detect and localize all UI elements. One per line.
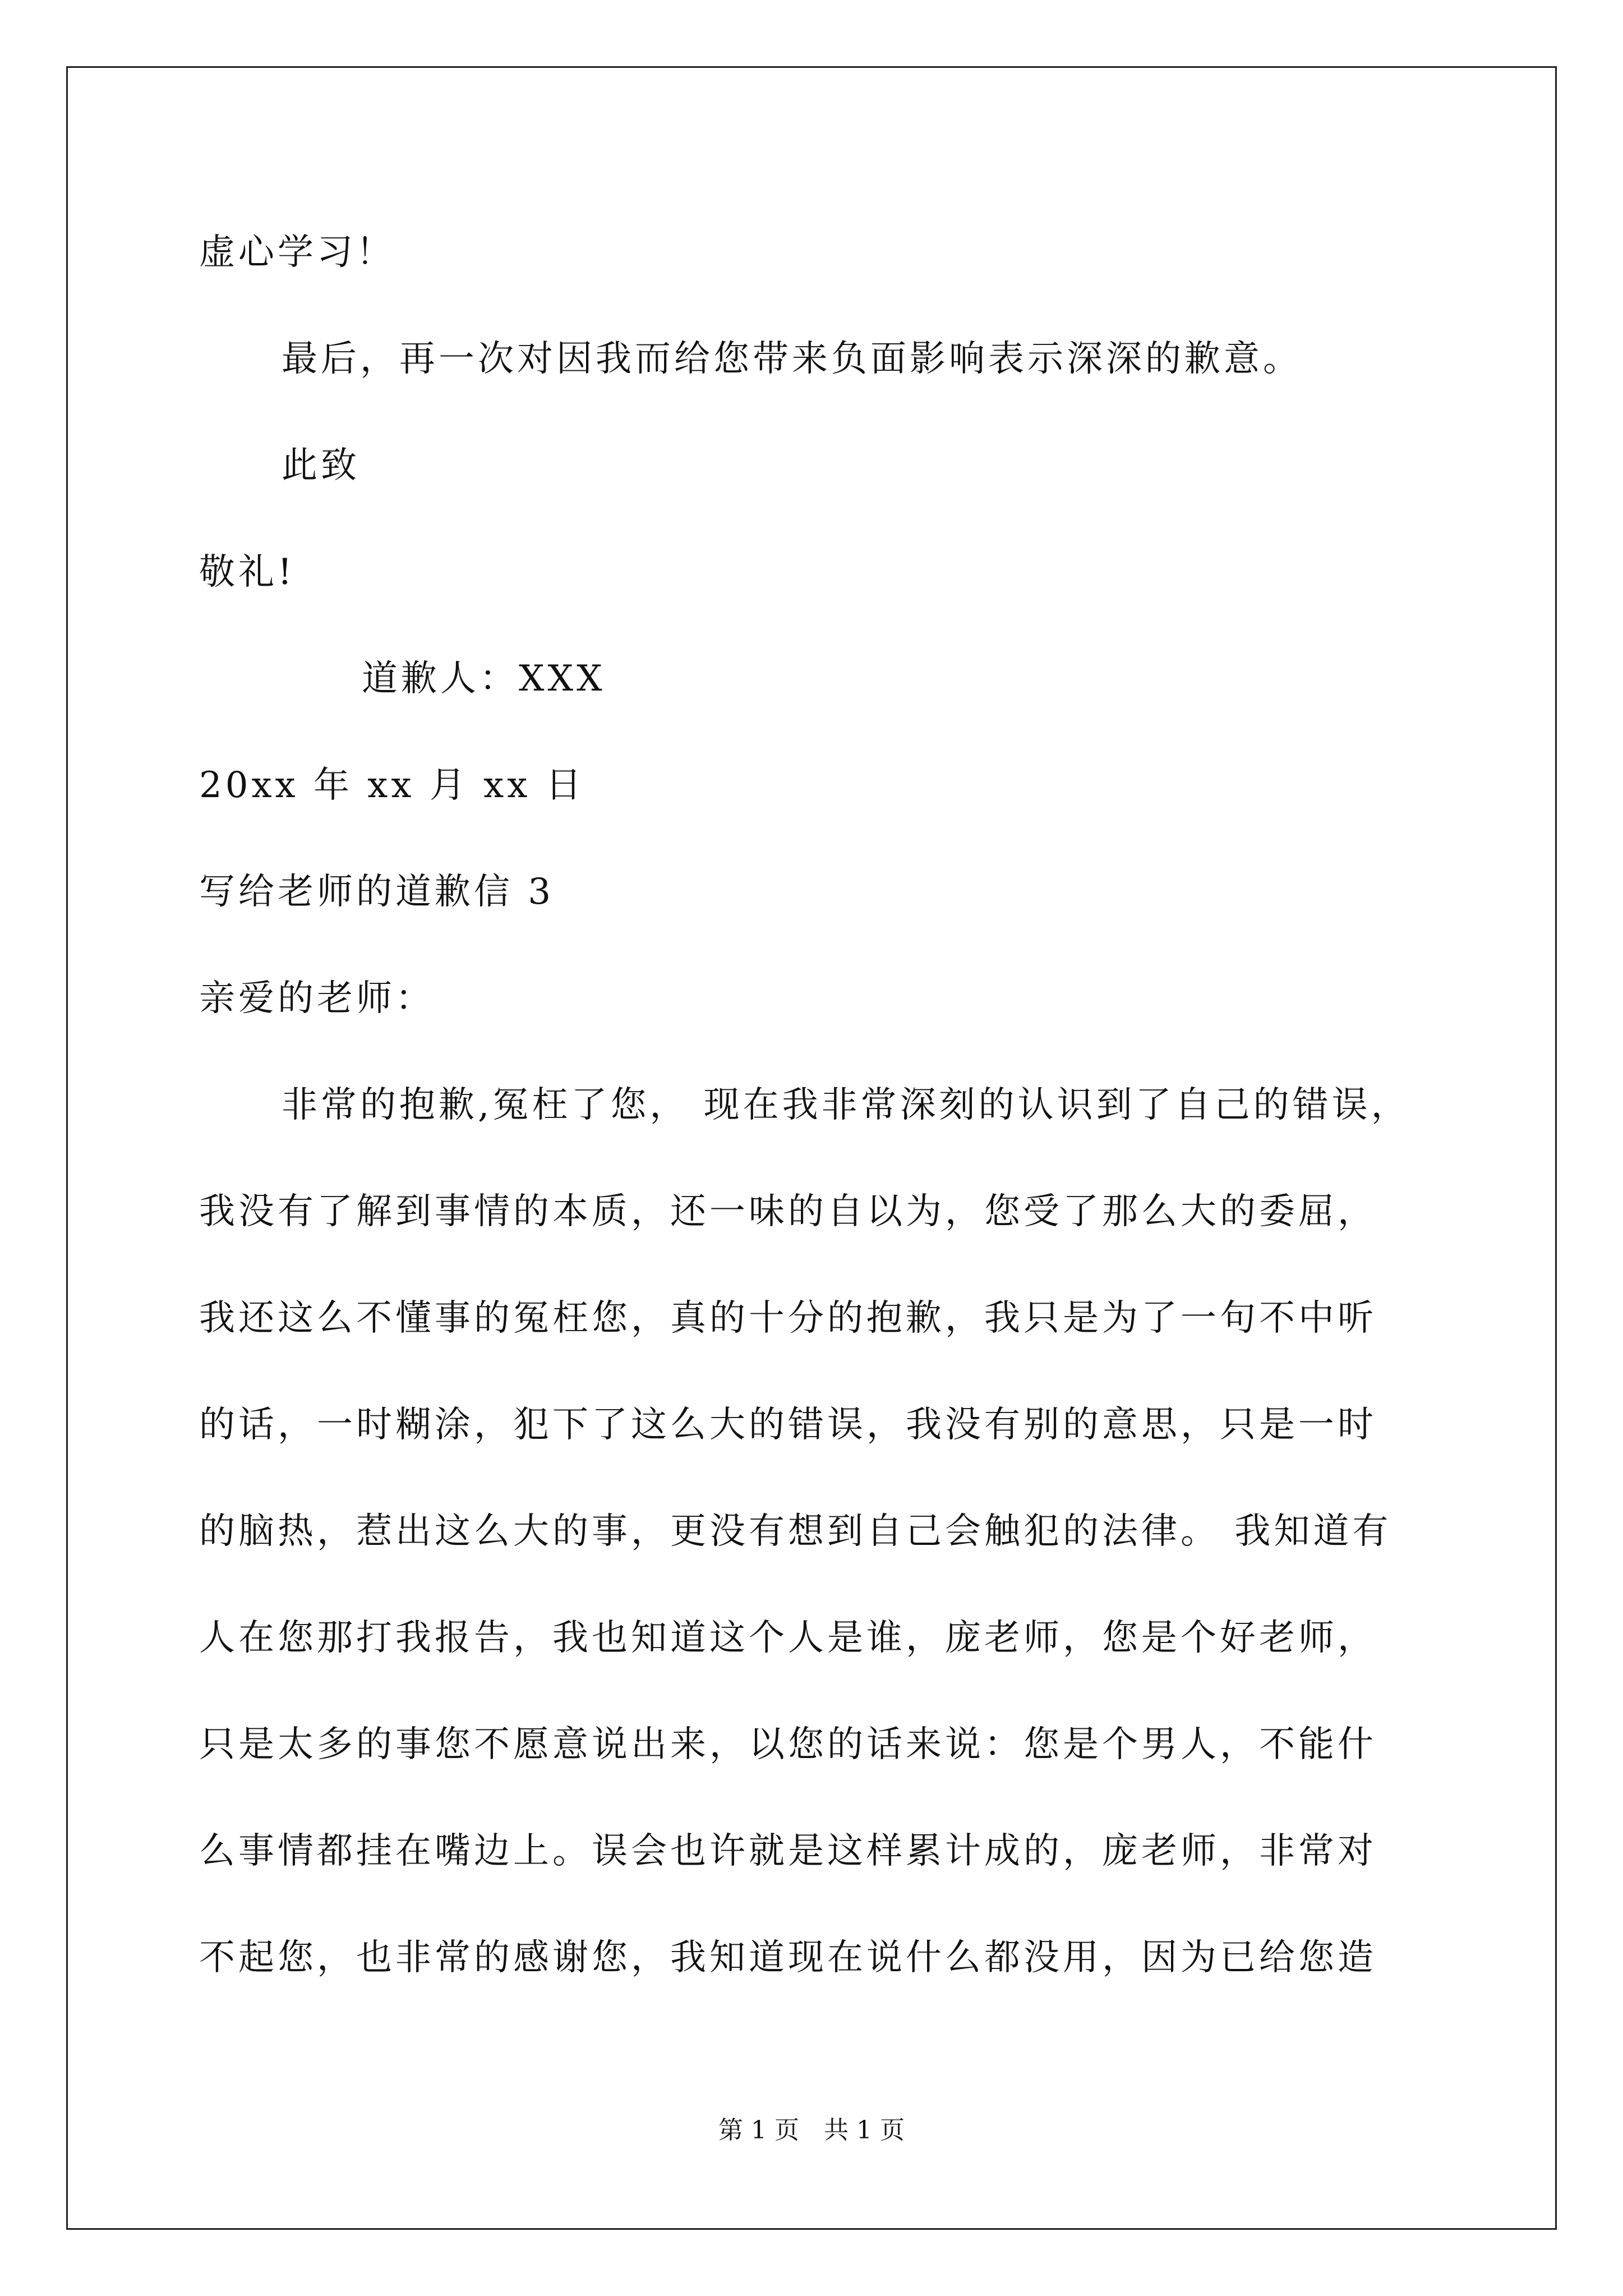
text-line: 此致 [282, 445, 360, 486]
section-title: 写给老师的道歉信 3 [199, 871, 555, 913]
paragraph-line: 的脑热，惹出这么大的事，更没有想到自己会触犯的法律。 我知道有 [199, 1511, 1392, 1552]
text-line: 最后，再一次对因我而给您带来负面影响表示深深的歉意。 [282, 338, 1302, 380]
text-line: 虚心学习！ [199, 232, 395, 273]
page-footer: 第 1 页 共 1 页 [718, 2116, 905, 2145]
paragraph-line: 么事情都挂在嘴边上。误会也许就是这样累计成的，庞老师，非常对 [199, 1830, 1377, 1872]
paragraph-line: 不起您，也非常的感谢您，我知道现在说什么都没用，因为已给您造 [199, 1937, 1377, 1978]
paragraph-line: 只是太多的事您不愿意说出来，以您的话来说：您是个男人，不能什 [199, 1724, 1377, 1765]
paragraph-line: 非常的抱歉,冤枉了您， 现在我非常深刻的认识到了自己的错误， [282, 1084, 1410, 1126]
signature-line: 道歉人：XXX [362, 658, 606, 700]
salutation: 亲爱的老师： [199, 978, 435, 1019]
paragraph-line: 我还这么不懂事的冤枉您，真的十分的抱歉，我只是为了一句不中听 [199, 1297, 1377, 1339]
paragraph-line: 的话，一时糊涂，犯下了这么大的错误，我没有别的意思，只是一时 [199, 1404, 1377, 1446]
paragraph-line: 我没有了解到事情的本质，还一味的自以为，您受了那么大的委屈， [199, 1191, 1377, 1232]
page-border [66, 66, 1557, 2230]
text-line: 敬礼! [199, 551, 296, 593]
date-line: 20xx 年 xx 月 xx 日 [199, 765, 585, 806]
paragraph-line: 人在您那打我报告，我也知道这个人是谁，庞老师，您是个好老师， [199, 1617, 1377, 1659]
